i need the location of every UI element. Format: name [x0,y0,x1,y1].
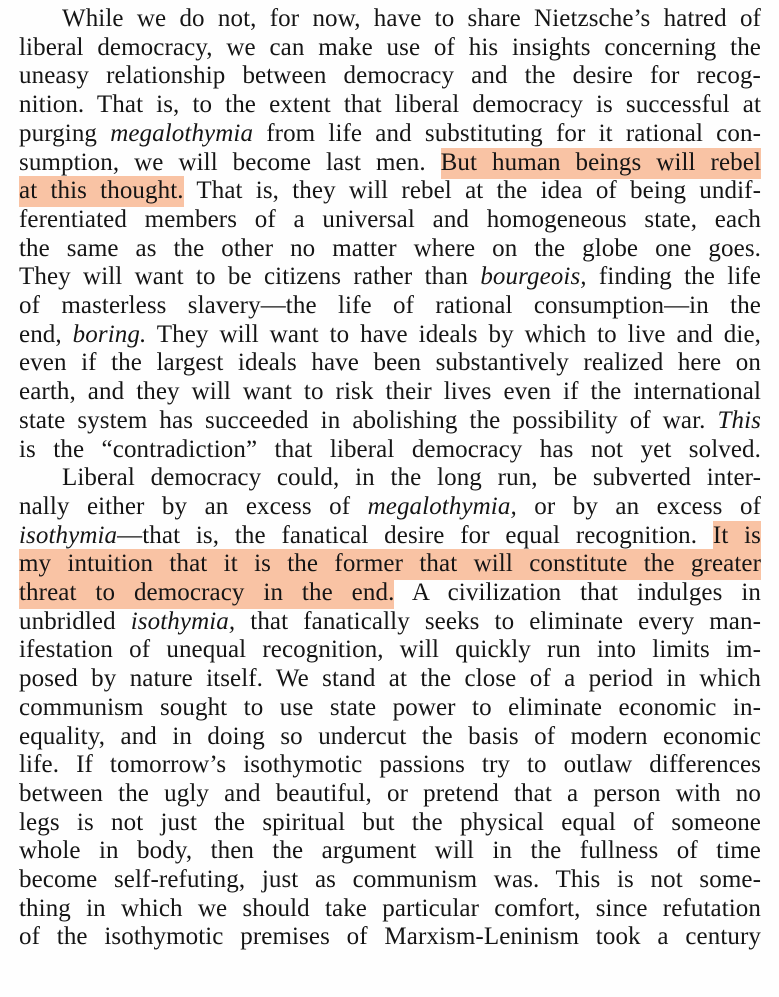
text-segment: They will want to be citizens rather than [19,263,481,291]
highlighted-text: my intuition that it is the former that will constitute the greater [19,549,761,580]
text-line [19,835,761,866]
highlighted-text: But human beings will rebel [441,148,761,179]
text-line [19,491,761,522]
text-segment: finding the life [586,263,761,291]
text-line [19,663,761,694]
text-segment: whole in body, then the argument will in the fullness of time [19,837,761,865]
text-segment: nition. That is, to the extent that liberal democracy is successful at [19,91,761,119]
text-segment: of masterless slavery—the life of rational consumption—in the [19,292,761,319]
text-segment: ifestation of unequal recognition, will quickly run into limits im- [19,636,761,664]
text-segment: become self-refuting, just as communism was. This is not some- [19,866,761,893]
text-segment: ferentiated members of a universal and homogeneous state, each [19,205,761,233]
text-line [19,204,761,235]
text-segment: is the “contradiction” that liberal democracy has not yet solved. [19,435,761,463]
text-segment: end, [19,320,73,348]
text-segment: legs is not just the spiritual but the physical equal of someone [19,808,761,836]
text-line [19,520,761,551]
highlighted-text: threat to democracy in the end. [19,578,394,609]
text-line [19,721,761,752]
text-segment: equality, and in doing so undercut the basis of modern economic [19,722,761,750]
text-segment: state system has succeeded in abolishing the possibility of war. [19,406,718,434]
text-line [19,347,761,378]
text-line [19,60,761,91]
text-line [19,261,761,292]
text-segment: A civilization that indulges in [394,579,761,606]
italic-text: megalothymia [110,119,254,147]
text-segment: While we do not, for now, have to share Nietzsche’s hatred of [62,5,761,32]
text-segment: communism sought to use state power to eliminate economic in- [19,693,761,721]
highlighted-text: at this thought. [19,176,184,207]
italic-text: megalothymia, [367,492,517,520]
text-line [19,376,761,407]
text-line [19,32,761,63]
text-line [19,778,761,809]
text-line [19,606,761,637]
text-segment: between the ugly and beautiful, or pretend that a person with no [19,779,761,807]
text-line [19,434,761,465]
text-line [19,807,761,838]
text-line [19,147,761,178]
text-segment: thing in which we should take particular comfort, since refutation [19,894,761,922]
text-segment: They will want to have ideals by which to live and die, [146,320,761,348]
text-segment: posed by nature itself. We stand at the close of a period in which [19,665,761,693]
text-segment: earth, and they will want to risk their lives even if the international [19,378,761,406]
text-line [62,3,761,34]
text-segment: of the isothymotic premises of Marxism-Leninism took a century [19,923,761,951]
highlighted-text: It is [713,521,761,552]
text-line [19,319,761,350]
text-line [62,462,761,493]
text-segment: or by an excess of [516,492,761,520]
italic-text: isothymia [19,521,118,549]
italic-text: isothymia, [130,607,236,635]
text-segment: even if the largest ideals have been substantively realized here on [19,349,761,377]
text-line [19,118,761,149]
text-segment: Liberal democracy could, in the long run, be subverted inter- [62,464,761,492]
text-line [19,893,761,924]
text-segment: from life and substituting for it rational con- [253,119,761,147]
text-segment: life. If tomorrow’s isothymotic passions try to outlaw differences [19,751,761,779]
text-segment: —that is, the fanatical desire for equal recognition. [117,521,713,549]
text-segment: sumption, we will become last men. [19,148,441,176]
text-line [19,175,761,206]
text-line [19,577,761,608]
italic-text: This [717,406,761,434]
text-line [19,921,761,952]
text-line [19,634,761,665]
text-segment: that fanatically seeks to eliminate every man- [235,607,761,635]
text-segment: uneasy relationship between democracy and the desire for recog- [19,62,761,90]
italic-text: boring. [72,320,147,348]
text-segment: That is, they will rebel at the idea of being undif- [183,177,761,205]
text-line [19,405,761,436]
text-line [19,233,761,264]
text-line [19,864,761,895]
text-segment: liberal democracy, we can make use of his insights concerning the [19,33,761,61]
text-line [19,749,761,780]
text-segment: unbridled [19,607,131,635]
text-segment: purging [19,119,111,147]
text-segment: the same as the other no matter where on the globe one goes. [19,234,761,262]
text-segment: nally either by an excess of [19,492,368,520]
text-line [19,692,761,723]
text-line [19,89,761,120]
italic-text: bourgeois, [480,263,587,291]
text-line [19,548,761,579]
text-line [19,290,761,321]
